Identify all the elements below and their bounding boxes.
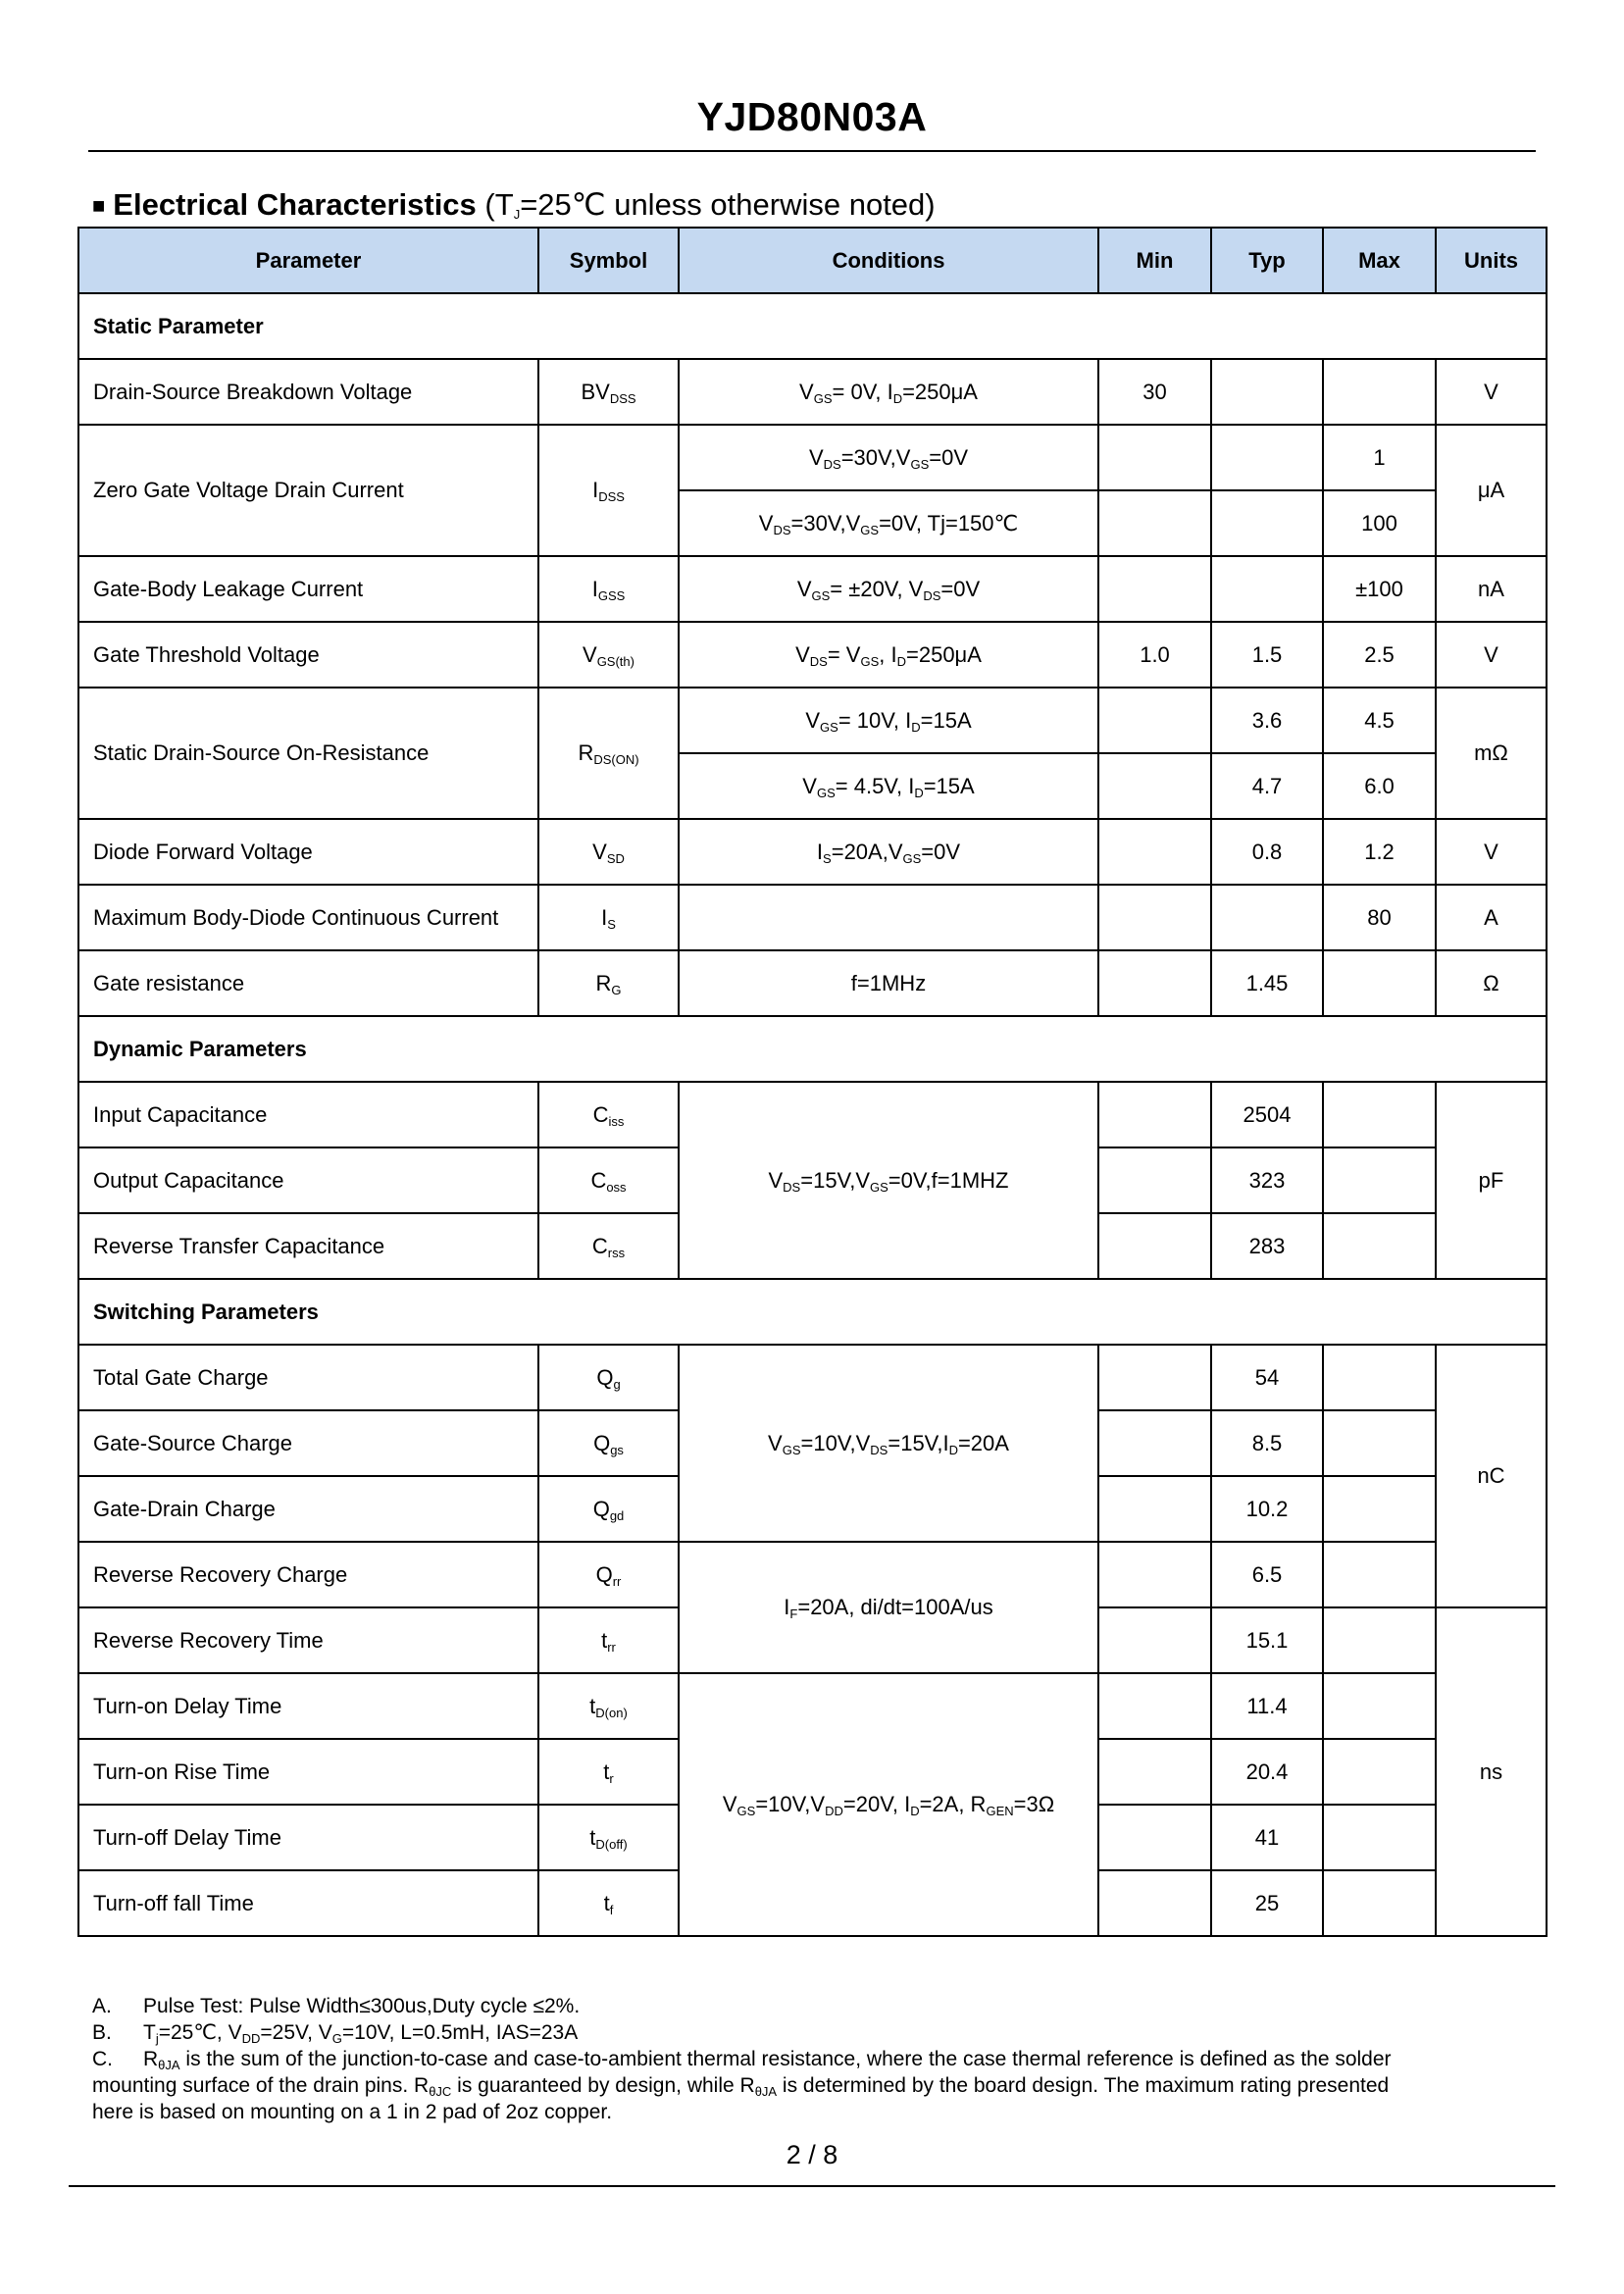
param-tf: Turn-off fall Time xyxy=(78,1870,538,1936)
symbol-vsd: $V_{SD}$ xyxy=(538,819,679,885)
typ-qrr: 6.5 xyxy=(1211,1542,1323,1607)
section-condition: ($T_J=25℃$ unless otherwise noted) xyxy=(484,187,936,222)
param-qrr: Reverse Recovery Charge xyxy=(78,1542,538,1607)
max-rdson-1: 4.5 xyxy=(1323,688,1436,753)
max-tf xyxy=(1323,1870,1436,1936)
max-qgd xyxy=(1323,1476,1436,1542)
max-qg xyxy=(1323,1345,1436,1410)
section-switching: Switching Parameters xyxy=(78,1279,1547,1345)
param-crss: Reverse Transfer Capacitance xyxy=(78,1213,538,1279)
symbol-coss: $C_{oss}$ xyxy=(538,1147,679,1213)
footnotes xyxy=(92,1993,1504,2125)
cond-idss-2: $V_{DS}=30V,V_{GS}=0V$, Tj=150℃ xyxy=(679,490,1098,556)
bottom-rule xyxy=(69,2185,1555,2187)
footnote-letter: C. xyxy=(92,2048,113,2070)
min-bvdss: 30 xyxy=(1098,359,1211,425)
symbol-tdoff: $t_{D(off)}$ xyxy=(538,1805,679,1870)
table-row xyxy=(78,950,1547,1016)
max-qrr xyxy=(1323,1542,1436,1607)
table-row xyxy=(78,1082,1547,1147)
unit-vsd: V xyxy=(1436,819,1547,885)
param-bvdss: Drain-Source Breakdown Voltage xyxy=(78,359,538,425)
table-row xyxy=(78,1345,1547,1410)
min-idss-2 xyxy=(1098,490,1211,556)
unit-igss: nA xyxy=(1436,556,1547,622)
table-row xyxy=(78,688,1547,753)
typ-is xyxy=(1211,885,1323,950)
max-ciss xyxy=(1323,1082,1436,1147)
symbol-qgd: $Q_{gd}$ xyxy=(538,1476,679,1542)
cond-switching: $V_{GS}=10V,V_{DD}=20V$, $I_D=2A$, $R_{GEN}=3\Omega$ xyxy=(679,1673,1098,1936)
typ-crss: 283 xyxy=(1211,1213,1323,1279)
footnote-b xyxy=(92,2019,1504,2046)
cond-charge: $V_{GS}=10V,V_{DS}=15V,I_D=20A$ xyxy=(679,1345,1098,1542)
max-vgsth: 2.5 xyxy=(1323,622,1436,688)
section-row xyxy=(78,1016,1547,1082)
min-coss xyxy=(1098,1147,1211,1213)
param-is: Maximum Body-Diode Continuous Current xyxy=(78,885,538,950)
min-rg xyxy=(1098,950,1211,1016)
cond-rg: f=1MHz xyxy=(679,950,1098,1016)
typ-igss xyxy=(1211,556,1323,622)
cond-capacitance: $V_{DS}=15V,V_{GS}=0V,f=1MHZ$ xyxy=(679,1082,1098,1279)
min-qgs xyxy=(1098,1410,1211,1476)
param-vsd: Diode Forward Voltage xyxy=(78,819,538,885)
cond-recovery: $I_F=20A$, di/dt=100A/us xyxy=(679,1542,1098,1673)
max-idss-2: 100 xyxy=(1323,490,1436,556)
typ-tr: 20.4 xyxy=(1211,1739,1323,1805)
max-igss: ±100 xyxy=(1323,556,1436,622)
unit-idss: μA xyxy=(1436,425,1547,556)
symbol-tr: $t_r$ xyxy=(538,1739,679,1805)
symbol-rg: $R_G$ xyxy=(538,950,679,1016)
symbol-tf: $t_f$ xyxy=(538,1870,679,1936)
param-tr: Turn-on Rise Time xyxy=(78,1739,538,1805)
min-idss-1 xyxy=(1098,425,1211,490)
max-tdoff xyxy=(1323,1805,1436,1870)
max-tr xyxy=(1323,1739,1436,1805)
symbol-ciss: $C_{iss}$ xyxy=(538,1082,679,1147)
table-row xyxy=(78,556,1547,622)
unit-rg: Ω xyxy=(1436,950,1547,1016)
section-row xyxy=(78,1279,1547,1345)
min-rdson-1 xyxy=(1098,688,1211,753)
section-title: Electrical Characteristics xyxy=(113,187,477,222)
typ-qg: 54 xyxy=(1211,1345,1323,1410)
symbol-vgsth: $V_{GS(th)}$ xyxy=(538,622,679,688)
header-units: Units xyxy=(1436,228,1547,293)
footnote-text: $R_{\theta JA}$ is the sum of the junction-to-case and case-to-ambient thermal resistance, where the case thermal reference is defined as the solder xyxy=(143,2048,1392,2072)
header-min: Min xyxy=(1098,228,1211,293)
typ-trr: 15.1 xyxy=(1211,1607,1323,1673)
header-parameter: Parameter xyxy=(78,228,538,293)
min-qg xyxy=(1098,1345,1211,1410)
unit-is: A xyxy=(1436,885,1547,950)
min-tdoff xyxy=(1098,1805,1211,1870)
min-tf xyxy=(1098,1870,1211,1936)
min-vgsth: 1.0 xyxy=(1098,622,1211,688)
param-rg: Gate resistance xyxy=(78,950,538,1016)
cond-bvdss: $V_{GS}= 0V$, $I_D=250\mu A$ xyxy=(679,359,1098,425)
min-trr xyxy=(1098,1607,1211,1673)
footnote-c-continued: mounting surface of the drain pins. $R_{\theta JC}$ is guaranteed by design, while $R_{\theta JA}$ is determined by the board design. The maximum rating presented xyxy=(92,2074,1390,2099)
cond-is xyxy=(679,885,1098,950)
max-coss xyxy=(1323,1147,1436,1213)
max-crss xyxy=(1323,1213,1436,1279)
table-row xyxy=(78,1542,1547,1607)
bullet-square: ■ xyxy=(92,193,106,218)
param-coss: Output Capacitance xyxy=(78,1147,538,1213)
max-vsd: 1.2 xyxy=(1323,819,1436,885)
param-vgsth: Gate Threshold Voltage xyxy=(78,622,538,688)
unit-rdson: mΩ xyxy=(1436,688,1547,819)
param-qgd: Gate-Drain Charge xyxy=(78,1476,538,1542)
max-rg xyxy=(1323,950,1436,1016)
min-ciss xyxy=(1098,1082,1211,1147)
symbol-rdson: $R_{DS(ON)}$ xyxy=(538,688,679,819)
symbol-qg: $Q_g$ xyxy=(538,1345,679,1410)
page-title: YJD80N03A xyxy=(696,94,928,139)
param-trr: Reverse Recovery Time xyxy=(78,1607,538,1673)
max-tdon xyxy=(1323,1673,1436,1739)
table-row xyxy=(78,359,1547,425)
min-crss xyxy=(1098,1213,1211,1279)
section-row xyxy=(78,293,1547,359)
page-number: 2 / 8 xyxy=(786,2140,838,2169)
param-ciss: Input Capacitance xyxy=(78,1082,538,1147)
param-tdon: Turn-on Delay Time xyxy=(78,1673,538,1739)
footnote-text: Pulse Test: Pulse Width≤300us,Duty cycle ≤2%. xyxy=(143,1995,581,2017)
param-tdoff: Turn-off Delay Time xyxy=(78,1805,538,1870)
footnote-c xyxy=(92,2046,1504,2072)
typ-rg: 1.45 xyxy=(1211,950,1323,1016)
max-bvdss xyxy=(1323,359,1436,425)
symbol-idss: $I_{DSS}$ xyxy=(538,425,679,556)
min-tr xyxy=(1098,1739,1211,1805)
max-is: 80 xyxy=(1323,885,1436,950)
symbol-crss: $C_{rss}$ xyxy=(538,1213,679,1279)
footnote-letter: A. xyxy=(92,1995,112,2017)
symbol-trr: $t_{rr}$ xyxy=(538,1607,679,1673)
footnote-text: $T_j=25℃$, $V_{DD}=25V$, $V_G=10V$, L=0.5mH, IAS=23A xyxy=(143,2021,579,2046)
table-row xyxy=(78,425,1547,490)
section-static: Static Parameter xyxy=(78,293,1547,359)
footnote-letter: B. xyxy=(92,2021,112,2044)
footnote-c-continued: here is based on mounting on a 1 in 2 pad of 2oz copper. xyxy=(92,2101,613,2123)
section-dynamic: Dynamic Parameters xyxy=(78,1016,1547,1082)
cond-vgsth: $V_{DS}= V_{GS}$, $I_D=250\mu A$ xyxy=(679,622,1098,688)
param-igss: Gate-Body Leakage Current xyxy=(78,556,538,622)
typ-coss: 323 xyxy=(1211,1147,1323,1213)
table-row xyxy=(78,819,1547,885)
footnote-a xyxy=(92,1993,1504,2019)
min-tdon xyxy=(1098,1673,1211,1739)
max-rdson-2: 6.0 xyxy=(1323,753,1436,819)
unit-vgsth: V xyxy=(1436,622,1547,688)
param-idss: Zero Gate Voltage Drain Current xyxy=(78,425,538,556)
min-rdson-2 xyxy=(1098,753,1211,819)
typ-tdon: 11.4 xyxy=(1211,1673,1323,1739)
header-max: Max xyxy=(1323,228,1436,293)
param-qg: Total Gate Charge xyxy=(78,1345,538,1410)
unit-time: ns xyxy=(1436,1607,1547,1936)
symbol-is: $I_S$ xyxy=(538,885,679,950)
max-idss-1: 1 xyxy=(1323,425,1436,490)
cond-rdson-2: $V_{GS}= 4.5V$, $I_D=15A$ xyxy=(679,753,1098,819)
typ-rdson-2: 4.7 xyxy=(1211,753,1323,819)
param-rdson: Static Drain-Source On-Resistance xyxy=(78,688,538,819)
cond-rdson-1: $V_{GS}= 10V$, $I_D=15A$ xyxy=(679,688,1098,753)
unit-capacitance: pF xyxy=(1436,1082,1547,1279)
cond-vsd: $I_S=20A,V_{GS}=0V$ xyxy=(679,819,1098,885)
cond-idss-1: $V_{DS}=30V,V_{GS}=0V$ xyxy=(679,425,1098,490)
unit-bvdss: V xyxy=(1436,359,1547,425)
symbol-tdon: $t_{D(on)}$ xyxy=(538,1673,679,1739)
table-row xyxy=(78,1673,1547,1739)
symbol-igss: $I_{GSS}$ xyxy=(538,556,679,622)
min-is xyxy=(1098,885,1211,950)
min-vsd xyxy=(1098,819,1211,885)
typ-qgs: 8.5 xyxy=(1211,1410,1323,1476)
typ-idss-2 xyxy=(1211,490,1323,556)
typ-ciss: 2504 xyxy=(1211,1082,1323,1147)
table-row xyxy=(78,885,1547,950)
typ-rdson-1: 3.6 xyxy=(1211,688,1323,753)
symbol-bvdss: $BV_{DSS}$ xyxy=(538,359,679,425)
typ-vsd: 0.8 xyxy=(1211,819,1323,885)
symbol-qgs: $Q_{gs}$ xyxy=(538,1410,679,1476)
min-igss xyxy=(1098,556,1211,622)
symbol-qrr: $Q_{rr}$ xyxy=(538,1542,679,1607)
title-rule xyxy=(88,150,1536,152)
header-row xyxy=(78,228,1547,293)
typ-qgd: 10.2 xyxy=(1211,1476,1323,1542)
typ-vgsth: 1.5 xyxy=(1211,622,1323,688)
min-qrr xyxy=(1098,1542,1211,1607)
param-qgs: Gate-Source Charge xyxy=(78,1410,538,1476)
table-row xyxy=(78,622,1547,688)
unit-charge: nC xyxy=(1436,1345,1547,1607)
min-qgd xyxy=(1098,1476,1211,1542)
section-heading xyxy=(92,187,936,223)
cond-igss: $V_{GS}= \pm 20V$, $V_{DS}=0V$ xyxy=(679,556,1098,622)
max-qgs xyxy=(1323,1410,1436,1476)
header-symbol: Symbol xyxy=(538,228,679,293)
header-conditions: Conditions xyxy=(679,228,1098,293)
max-trr xyxy=(1323,1607,1436,1673)
typ-tdoff: 41 xyxy=(1211,1805,1323,1870)
typ-idss-1 xyxy=(1211,425,1323,490)
electrical-characteristics-table xyxy=(77,227,1548,1937)
header-typ: Typ xyxy=(1211,228,1323,293)
typ-bvdss xyxy=(1211,359,1323,425)
typ-tf: 25 xyxy=(1211,1870,1323,1936)
